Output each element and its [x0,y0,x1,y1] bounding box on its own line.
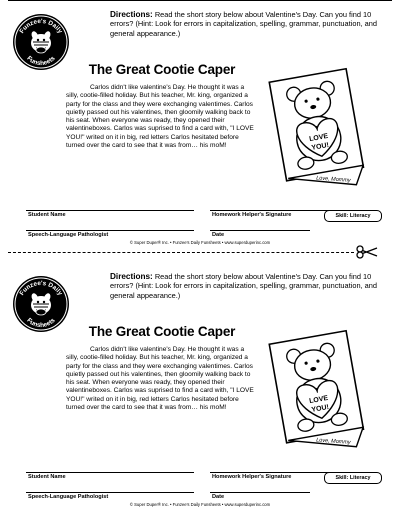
card-love-word-1: I [315,387,319,395]
scissors-icon [356,245,378,259]
directions-text [110,272,390,300]
slp-label: Speech-Language Pathologist [28,494,109,500]
svg-text:Funzee's Daily [18,18,63,35]
card-love-word-2: LOVE [308,132,329,144]
valentine-card-illustration [262,64,380,192]
helper-signature-label: Homework Helper's Signature [212,474,292,480]
card-love-word-3: YOU! [311,403,330,414]
helper-signature-label: Homework Helper's Signature [212,212,292,218]
cut-line [8,252,354,253]
card-back-text: Love, Mommy [315,437,351,446]
top-border [8,0,392,1]
logo-arc-top: Funzee's Daily [18,279,64,297]
date-label: Date [212,494,225,500]
date-line[interactable] [210,478,310,493]
student-name-label: Student Name [28,474,66,480]
logo-arc-top: Funzee's Daily [18,17,64,35]
student-name-label: Student Name [28,212,66,218]
worksheet-copy-bottom [0,262,400,514]
directions-lead: Directions: [110,272,153,281]
slp-line[interactable] [26,216,194,231]
copyright-footer: © Super Duper® Inc. • Funzee's Daily Funsheets • www.superduperinc.com [129,502,271,507]
student-name-line[interactable] [26,458,194,473]
directions-body: Read the short story below about Valentine's Day. Can you find 10 errors? (Hint: Look for errors in capitalization, spelling, grammar, punctuation, and general appearance.) [110,10,378,38]
card-love-word-2: LOVE [308,394,329,406]
skill-badge: Skill: Literacy [324,210,382,222]
story-paragraph: Carlos didn't like valentine's Day. He thought it was a silly, cootie-filled holiday. But his teacher, Mr. king, organized a party for the class and they were exchanging valentimes. Carlos quietly passed out his valentines, then gloomily walking back to his seat. When everyone was ready, they opened their valentineboxes. Carlos was suprised to find a card with, "I LOVE YOU!" writed on it in big, red letters Carlos hesitated before turned over the card to see that it was from… his moM! [66,84,254,150]
helper-signature-line[interactable] [210,458,376,473]
date-label: Date [212,232,225,238]
card-back-text: Love, Mommy [315,175,351,184]
logo-arc-bottom: Funsheets [25,316,57,330]
helper-signature-line[interactable] [210,196,376,211]
card-love-word-3: YOU! [311,141,330,152]
worksheet-copy-top [0,0,400,252]
story-paragraph: Carlos didn't like valentine's Day. He thought it was a silly, cootie-filled holiday. But his teacher, Mr. king, organized a party for the class and they were exchanging valentimes. Carlos quietly passed out his valentines, then gloomily walking back to his seat. When everyone was ready, they opened their valentineboxes. Carlos was suprised to find a card with, "I LOVE YOU!" writed on it in big, red letters Carlos hesitated before turned over the card to see that it was from… his moM! [66,346,254,412]
student-name-line[interactable] [26,196,194,211]
svg-text:Funzee's Daily [18,280,63,297]
copyright-footer: © Super Duper® Inc. • Funzee's Daily Funsheets • www.superduperinc.com [129,240,271,245]
slp-line[interactable] [26,478,194,493]
skill-badge: Skill: Literacy [324,472,382,484]
funzee-logo [13,276,69,332]
logo-arc-bottom: Funsheets [25,54,57,68]
date-line[interactable] [210,216,310,231]
directions-body: Read the short story below about Valentine's Day. Can you find 10 errors? (Hint: Look for errors in capitalization, spelling, grammar, punctuation, and general appearance.) [110,272,378,300]
funzee-logo [13,14,69,70]
zebra-mascot-icon [30,292,52,315]
directions-text [110,10,390,38]
directions-lead: Directions: [110,10,153,19]
story-title: The Great Cootie Caper [88,62,236,77]
slp-label: Speech-Language Pathologist [28,232,109,238]
card-love-word-1: I [315,125,319,133]
story-title: The Great Cootie Caper [88,324,236,339]
valentine-card-illustration [262,326,380,454]
zebra-mascot-icon [30,30,52,53]
